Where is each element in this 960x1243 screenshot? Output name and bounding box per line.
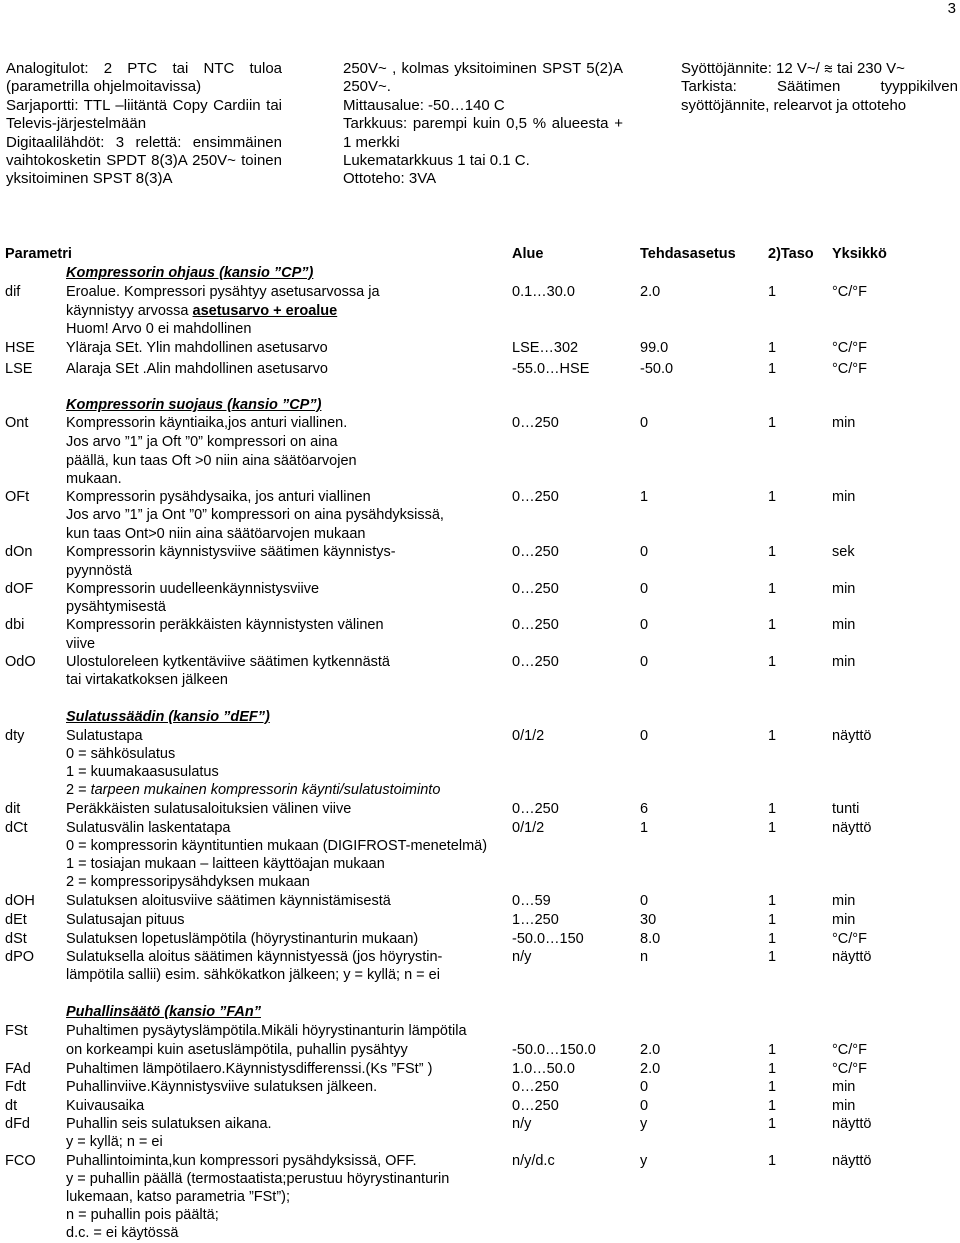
- param-unit: °C/°F: [832, 361, 867, 377]
- param-description: Kompressorin käynnistysviive säätimen käynnistys-: [66, 544, 396, 560]
- param-range: 0…250: [512, 654, 559, 670]
- intro-text: Sarjaportti: TTL –liitäntä Copy Cardiin tai Televis-järjestelmään: [6, 96, 282, 133]
- param-description: [66, 781, 440, 799]
- param-range: 1…250: [512, 912, 559, 928]
- section-heading: [0, 1003, 960, 1021]
- param-unit: min: [832, 912, 856, 928]
- param-level: 1: [768, 617, 777, 633]
- param-description: on korkeampi kuin asetuslämpötila, puhallin pysähtyy: [66, 1042, 408, 1058]
- table-row-continuation: [0, 855, 960, 873]
- param-description: Puhallin seis sulatuksen aikana.: [66, 1116, 272, 1132]
- param-unit: tunti: [832, 801, 860, 817]
- param-default: 0: [640, 415, 649, 431]
- intro-text: Digitaalilähdöt: 3 relettä: ensimmäinen vaihtokosketin SPDT 8(3)A 250V~ toinen yksitoiminen SPST 8(3)A: [6, 133, 282, 188]
- param-unit: min: [832, 1079, 856, 1095]
- param-range: 0…250: [512, 1079, 559, 1095]
- param-unit: näyttö: [832, 728, 872, 744]
- header-parametri: Parametri: [5, 246, 72, 262]
- param-level: 1: [768, 728, 777, 744]
- param-unit: °C/°F: [832, 931, 867, 947]
- param-range: 1.0…50.0: [512, 1061, 575, 1077]
- table-row-continuation: [0, 837, 960, 855]
- param-unit: näyttö: [832, 820, 872, 836]
- param-unit: min: [832, 654, 856, 670]
- param-range: 0/1/2: [512, 728, 545, 744]
- param-level: 1: [768, 415, 777, 431]
- param-level: 1: [768, 893, 777, 909]
- param-level: 1: [768, 1061, 777, 1077]
- param-default: 0: [640, 544, 649, 560]
- table-row: [0, 819, 960, 837]
- param-level: 1: [768, 912, 777, 928]
- param-description: Sulatuksella aloitus säätimen käynnistyessä (jos höyrystin-: [66, 949, 443, 965]
- param-default: 2.0: [640, 284, 661, 300]
- param-default: 0: [640, 581, 649, 597]
- intro-text: Syöttöjännite: 12 V~/ ⩬ tai 230 V~: [681, 60, 905, 77]
- section-heading: [0, 708, 960, 726]
- table-row-continuation: [0, 525, 960, 543]
- param-description: Kompressorin pysähdysaika, jos anturi viallinen: [66, 489, 371, 505]
- param-range: 0…59: [512, 893, 551, 909]
- table-row-continuation: [0, 873, 960, 891]
- param-level: 1: [768, 544, 777, 560]
- param-description: mukaan.: [66, 471, 122, 487]
- param-unit: °C/°F: [832, 1061, 867, 1077]
- table-row: [0, 653, 960, 671]
- table-row: [0, 543, 960, 561]
- param-default: y: [640, 1153, 648, 1169]
- param-range: n/y/d.c: [512, 1153, 555, 1169]
- param-default: y: [640, 1116, 648, 1132]
- param-range: 0…250: [512, 581, 559, 597]
- param-description: viive: [66, 636, 96, 652]
- table-row-continuation: [0, 433, 960, 451]
- param-code: LSE: [5, 361, 33, 377]
- param-description: Kuivausaika: [66, 1098, 145, 1114]
- param-description: tai virtakatkoksen jälkeen: [66, 672, 228, 688]
- param-description: pyynnöstä: [66, 563, 133, 579]
- param-code: OdO: [5, 654, 36, 670]
- param-default: -50.0: [640, 361, 674, 377]
- param-unit: min: [832, 617, 856, 633]
- table-row-continuation: [0, 1041, 960, 1059]
- param-default: 1: [640, 820, 649, 836]
- param-range: n/y: [512, 949, 532, 965]
- param-range: 0…250: [512, 415, 559, 431]
- param-range: -55.0…HSE: [512, 361, 590, 377]
- param-description: päällä, kun taas Oft >0 niin aina säätöarvojen: [66, 453, 357, 469]
- param-code: dEt: [5, 912, 27, 928]
- header-alue: Alue: [512, 246, 544, 262]
- param-description: [66, 302, 337, 320]
- param-level: 1: [768, 1098, 777, 1114]
- table-row: [0, 339, 960, 357]
- param-default: 0: [640, 728, 649, 744]
- param-code: FCO: [5, 1153, 36, 1169]
- table-row: [0, 1115, 960, 1133]
- section-title: Sulatussäädin (kansio ”dEF”): [66, 709, 270, 725]
- param-description: Ulostuloreleen kytkentäviive säätimen kytkennästä: [66, 654, 390, 670]
- param-level: 1: [768, 1042, 777, 1058]
- table-row-continuation: [0, 671, 960, 689]
- param-unit: näyttö: [832, 1116, 872, 1132]
- param-code: dPO: [5, 949, 35, 965]
- intro-text: Mittausalue: -50…140 C: [343, 96, 505, 114]
- param-description: Sulatuksen lopetuslämpötila (höyrystinanturin mukaan): [66, 931, 419, 947]
- table-row-continuation: [0, 635, 960, 653]
- param-description: Sulatuksen aloitusviive säätimen käynnistämisestä: [66, 893, 391, 909]
- param-range: -50.0…150.0: [512, 1042, 596, 1058]
- param-unit: min: [832, 581, 856, 597]
- param-description: Puhallintoiminta,kun kompressori pysähdyksissä, OFF.: [66, 1153, 417, 1169]
- param-description: Puhaltimen lämpötilaero.Käynnistysdifferenssi.(Ks ”FSt” ): [66, 1061, 433, 1077]
- param-description: 1 = tosiajan mukaan – laitteen käyttöajan mukaan: [66, 856, 385, 872]
- param-description: kun taas Ont>0 niin aina säätöarvojen mukaan: [66, 526, 366, 542]
- desc-emphasis: asetusarvo + eroalue: [192, 303, 338, 319]
- param-level: 1: [768, 820, 777, 836]
- param-description: Yläraja SEt. Ylin mahdollinen asetusarvo: [66, 340, 328, 356]
- param-description: Peräkkäisten sulatusaloituksien välinen viive: [66, 801, 352, 817]
- table-row: [0, 800, 960, 818]
- table-row-continuation: [0, 763, 960, 781]
- param-code: dOH: [5, 893, 35, 909]
- section-heading: [0, 396, 960, 414]
- intro-text: 250V~ , kolmas yksitoiminen SPST 5(2)A 250V~.: [343, 60, 623, 96]
- table-row-continuation: [0, 598, 960, 616]
- table-row-continuation: [0, 1133, 960, 1151]
- header-yksikko: Yksikkö: [832, 246, 887, 262]
- table-row: [0, 1078, 960, 1096]
- param-description: Sulatusajan pituus: [66, 912, 185, 928]
- param-description: pysähtymisestä: [66, 599, 166, 615]
- table-row: [0, 930, 960, 948]
- param-unit: °C/°F: [832, 284, 867, 300]
- section-title: Puhallinsäätö (kansio ”FAn”: [66, 1004, 261, 1020]
- param-description: Jos arvo ”1” ja Oft ”0” kompressori on aina: [66, 434, 338, 450]
- table-row: [0, 488, 960, 506]
- param-code: dt: [5, 1098, 18, 1114]
- param-unit: min: [832, 1098, 856, 1114]
- param-level: 1: [768, 949, 777, 965]
- section-heading: [0, 264, 960, 282]
- param-description: Eroalue. Kompressori pysähtyy asetusarvossa ja: [66, 284, 380, 300]
- param-unit: °C/°F: [832, 1042, 867, 1058]
- param-default: 2.0: [640, 1061, 661, 1077]
- param-description: y = kyllä; n = ei: [66, 1134, 163, 1150]
- table-row-continuation: [0, 1188, 960, 1206]
- param-unit: °C/°F: [832, 340, 867, 356]
- param-default: 99.0: [640, 340, 669, 356]
- param-level: 1: [768, 801, 777, 817]
- table-row-continuation: [0, 562, 960, 580]
- param-description: lukemaan, katso parametria ”FSt”);: [66, 1189, 291, 1205]
- param-code: Fdt: [5, 1079, 26, 1095]
- param-code: HSE: [5, 340, 35, 356]
- table-row: [0, 1152, 960, 1170]
- table-row: [0, 892, 960, 910]
- param-range: LSE…302: [512, 340, 579, 356]
- param-range: 0…250: [512, 617, 559, 633]
- param-description: 0 = kompressorin käyntituntien mukaan (DIGIFROST-menetelmä): [66, 838, 488, 854]
- param-code: dSt: [5, 931, 27, 947]
- param-level: 1: [768, 489, 777, 505]
- param-range: n/y: [512, 1116, 532, 1132]
- param-level: 1: [768, 340, 777, 356]
- intro-column-2: [343, 60, 623, 189]
- header-taso: 2)Taso: [768, 246, 814, 262]
- param-description: 0 = sähkösulatus: [66, 746, 176, 762]
- param-description: Sulatusvälin laskentatapa: [66, 820, 231, 836]
- param-description: 1 = kuumakaasusulatus: [66, 764, 219, 780]
- table-row: [0, 727, 960, 745]
- table-row: [0, 283, 960, 301]
- param-default: 0: [640, 893, 649, 909]
- param-range: 0.1…30.0: [512, 284, 575, 300]
- param-description: Kompressorin uudelleenkäynnistysviive: [66, 581, 320, 597]
- intro-column-1: [6, 60, 282, 189]
- param-default: 2.0: [640, 1042, 661, 1058]
- param-description: y = puhallin päällä (termostaatista;perustuu höyrystinanturin: [66, 1171, 450, 1187]
- table-row-continuation: [0, 745, 960, 763]
- param-code: FAd: [5, 1061, 31, 1077]
- table-row-continuation: [0, 470, 960, 488]
- param-description: Kompressorin käyntiaika,jos anturi viallinen.: [66, 415, 348, 431]
- param-unit: min: [832, 489, 856, 505]
- param-description: Huom! Arvo 0 ei mahdollinen: [66, 321, 252, 337]
- table-row-continuation: [0, 781, 960, 799]
- param-default: 0: [640, 1079, 649, 1095]
- section-title: Kompressorin suojaus (kansio ”CP”): [66, 397, 322, 413]
- table-row-continuation: [0, 320, 960, 338]
- header-tehdasasetus: Tehdasasetus: [640, 246, 736, 262]
- param-level: 1: [768, 361, 777, 377]
- param-unit: sek: [832, 544, 855, 560]
- desc-emphasis: tarpeen mukainen kompressorin käynti/sulatustoiminto: [90, 782, 441, 798]
- table-row-continuation: [0, 1170, 960, 1188]
- param-range: -50.0…150: [512, 931, 584, 947]
- table-row: [0, 360, 960, 378]
- intro-text: Lukematarkkuus 1 tai 0.1 C.: [343, 152, 530, 170]
- param-default: 0: [640, 654, 649, 670]
- param-code: dty: [5, 728, 25, 744]
- table-row-continuation: [0, 1206, 960, 1224]
- param-default: 6: [640, 801, 649, 817]
- param-code: dOF: [5, 581, 34, 597]
- param-description: Jos arvo ”1” ja Ont ”0” kompressori on aina pysähdyksissä,: [66, 507, 444, 523]
- param-range: 0…250: [512, 489, 559, 505]
- param-default: 8.0: [640, 931, 661, 947]
- table-row: [0, 948, 960, 966]
- param-code: dit: [5, 801, 21, 817]
- param-code: dbi: [5, 617, 25, 633]
- param-level: 1: [768, 581, 777, 597]
- desc-part: käynnistyy arvossa: [66, 303, 193, 319]
- param-description: Kompressorin peräkkäisten käynnistysten välinen: [66, 617, 384, 633]
- section-title: Kompressorin ohjaus (kansio ”CP”): [66, 265, 314, 281]
- param-code: Ont: [5, 415, 29, 431]
- param-default: 0: [640, 617, 649, 633]
- param-level: 1: [768, 1116, 777, 1132]
- param-code: dFd: [5, 1116, 30, 1132]
- param-level: 1: [768, 1153, 777, 1169]
- param-code: dOn: [5, 544, 33, 560]
- param-default: n: [640, 949, 649, 965]
- param-range: 0…250: [512, 1098, 559, 1114]
- intro-text: Ottoteho: 3VA: [343, 170, 437, 188]
- param-level: 1: [768, 654, 777, 670]
- param-description: 2 = kompressoripysähdyksen mukaan: [66, 874, 310, 890]
- table-header: [0, 245, 960, 263]
- param-default: 0: [640, 1098, 649, 1114]
- table-row: [0, 580, 960, 598]
- table-row: [0, 911, 960, 929]
- table-row: [0, 414, 960, 432]
- param-code: FSt: [5, 1023, 28, 1039]
- table-row-continuation: [0, 1224, 960, 1242]
- param-unit: min: [832, 415, 856, 431]
- table-row-continuation: [0, 966, 960, 984]
- table-row-continuation: [0, 302, 960, 320]
- param-description: lämpötila sallii) esim. sähkökatkon jälkeen; y = kyllä; n = ei: [66, 967, 440, 983]
- table-row: [0, 1060, 960, 1078]
- table-row: [0, 1097, 960, 1115]
- desc-part: 2 =: [66, 782, 91, 798]
- param-code: dCt: [5, 820, 28, 836]
- param-description: Puhallinviive.Käynnistysviive sulatuksen jälkeen.: [66, 1079, 378, 1095]
- param-level: 1: [768, 931, 777, 947]
- param-description: Alaraja SEt .Alin mahdollinen asetusarvo: [66, 361, 328, 377]
- param-default: 1: [640, 489, 649, 505]
- table-row-continuation: [0, 452, 960, 470]
- param-description: Puhaltimen pysäytyslämpötila.Mikäli höyrystinanturin lämpötila: [66, 1023, 467, 1039]
- table-row: [0, 1022, 960, 1040]
- table-row-continuation: [0, 506, 960, 524]
- page-number: 3: [947, 0, 956, 17]
- param-level: 1: [768, 1079, 777, 1095]
- intro-column-3: [681, 60, 958, 115]
- param-default: 30: [640, 912, 657, 928]
- param-description: Sulatustapa: [66, 728, 143, 744]
- param-code: dif: [5, 284, 21, 300]
- intro-text: Tarkkuus: parempi kuin 0,5 % alueesta + 1 merkki: [343, 115, 623, 151]
- intro-text: Tarkista: Säätimen tyyppikilven syöttöjännite, relearvot ja ottoteho: [681, 78, 958, 114]
- param-code: OFt: [5, 489, 30, 505]
- param-description: n = puhallin pois päältä;: [66, 1207, 219, 1223]
- param-range: 0…250: [512, 544, 559, 560]
- intro-text: Analogitulot: 2 PTC tai NTC tuloa (parametrilla ohjelmoitavissa): [6, 60, 282, 96]
- param-description: d.c. = ei käytössä: [66, 1225, 179, 1241]
- table-row: [0, 616, 960, 634]
- param-unit: näyttö: [832, 949, 872, 965]
- param-unit: näyttö: [832, 1153, 872, 1169]
- param-level: 1: [768, 284, 777, 300]
- param-unit: min: [832, 893, 856, 909]
- param-range: 0/1/2: [512, 820, 545, 836]
- param-range: 0…250: [512, 801, 559, 817]
